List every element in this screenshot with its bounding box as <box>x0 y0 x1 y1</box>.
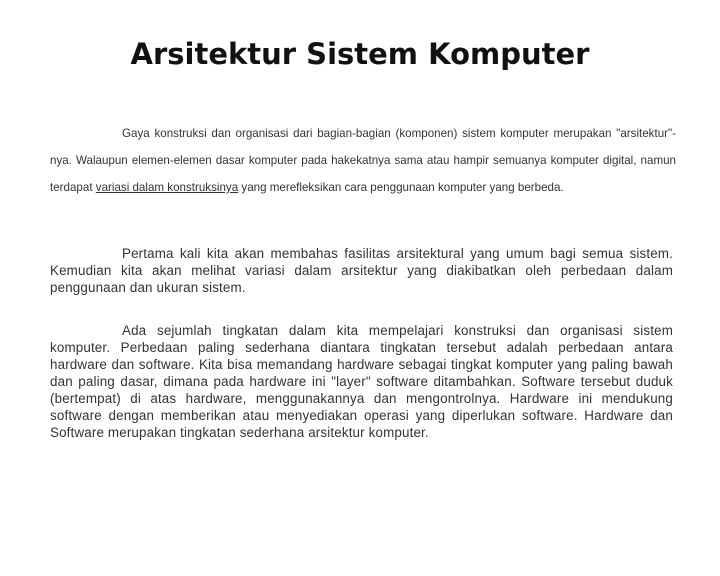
paragraph-3: Ada sejumlah tingkatan dalam kita mempelajari konstruksi dan organisasi sistem komputer. Perbedaan paling sederhana diantara tingkatan tersebut adalah perbedaan antara hardware dan software. Kita bisa memandang hardware sebagai tingkat komputer yang paling bawah dan paling dasar, dimana pada hardware ini "layer" software ditambahkan. Software tersebut duduk (bertempat) di atas hardware, menggunakannya dan mengontrolnya. Hardware ini mendukung software dengan memberikan atau menyediakan operasi yang diperlukan software. Hardware dan Software merupakan tingkatan sederhana arsitektur komputer. <box>50 323 673 440</box>
slide-title: Arsitektur Sistem Komputer <box>130 37 590 71</box>
underlined-phrase: variasi dalam konstruksinya <box>95 181 239 194</box>
paragraph-1-text-start: Gaya konstruksi dan organisasi dari bagian-bagian (komponen) sistem komputer merupakan "arsitektur"-nya. Walaupun elemen-elemen dasar komputer pada hakekatnya sama atau hampir semuanya komputer digital, namun terdapat <box>50 127 676 194</box>
paragraph-1 <box>50 120 676 201</box>
paragraph-2: Pertama kali kita akan membahas fasilitas arsitektural yang umum bagi semua sistem. Kemudian kita akan melihat variasi dalam arsitektur yang diakibatkan oleh perbedaan dalam penggunaan dan ukuran sistem. <box>50 246 673 295</box>
paragraph-1-text-end: yang merefleksikan cara penggunaan komputer yang berbeda. <box>238 181 564 194</box>
